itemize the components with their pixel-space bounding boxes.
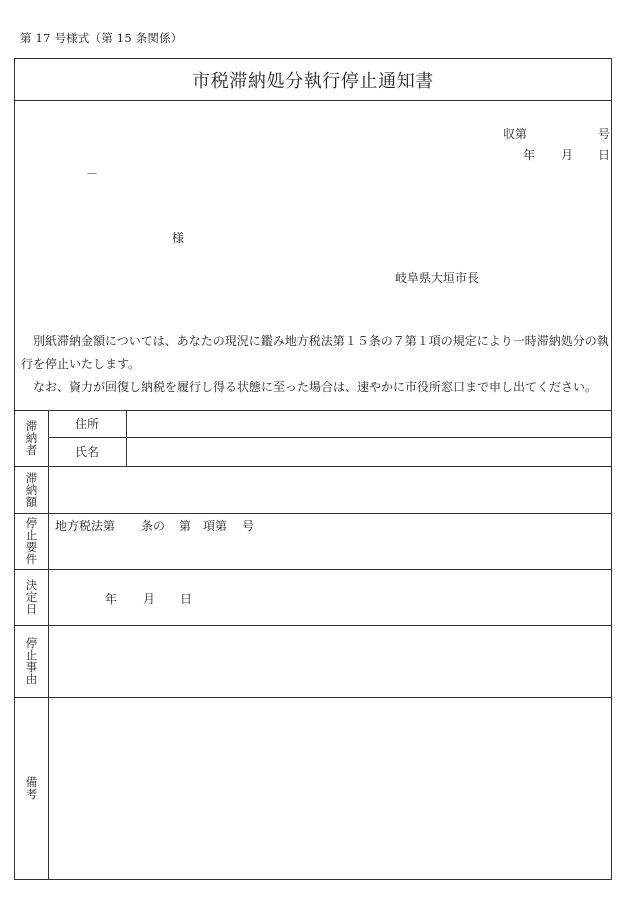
remarks-label: 備 考 (25, 775, 38, 801)
issuer-name: 岐阜県大垣市長 (395, 271, 480, 285)
amount-requirement-divider (15, 513, 611, 514)
requirement-item-label: 号 (242, 519, 255, 533)
requirement-clause-label: 項第 (203, 519, 228, 533)
receipt-number-suffix: 号 (598, 127, 611, 141)
addressee-honorific: 様 (172, 231, 185, 245)
subfield-column-divider (126, 410, 127, 466)
decision-date-label: 決 定 日 (25, 578, 38, 616)
reason-label: 停 止 事 由 (25, 636, 38, 686)
requirement-law-label: 地方税法第 (55, 519, 116, 533)
receipt-number-prefix: 収第 (503, 127, 528, 141)
label-column-divider (48, 410, 49, 879)
debtor-label: 滞 納 者 (25, 419, 38, 457)
address-label: 住所 (74, 417, 99, 431)
date-day-label: 日 (598, 148, 611, 162)
notice-body (21, 330, 613, 399)
date-month-label: 月 (561, 148, 574, 162)
document-title: 市税滞納処分執行停止通知書 (15, 59, 611, 101)
requirement-paragraph-label: 第 (179, 519, 192, 533)
notice-paragraph-2: なお、資力が回復し納税を履行し得る状態に至った場合は、速やかに市役所窓口まで申し出てください。 (33, 380, 598, 394)
decision-reason-divider (15, 625, 611, 626)
name-label: 氏名 (74, 445, 99, 459)
date-year-label: 年 (523, 148, 536, 162)
decision-day-label: 日 (180, 592, 193, 606)
postal-dash: － (86, 167, 99, 181)
reason-remarks-divider (15, 697, 611, 698)
decision-year-label: 年 (105, 592, 118, 606)
decision-month-label: 月 (143, 592, 156, 606)
notice-form (14, 58, 612, 880)
requirement-label: 停 止 要 件 (25, 516, 38, 566)
notice-paragraph-1: 別紙滞納金額については、あなたの現況に鑑み地方税法第１５条の７第１項の規定により一時滞納処分の執行を停止いたします。 (21, 334, 609, 371)
requirement-article-label: 条の (141, 519, 166, 533)
requirement-decision-divider (15, 569, 611, 570)
amount-label: 滞 納 額 (25, 470, 38, 509)
debtor-amount-divider (15, 466, 611, 467)
form-number-label: 第 17 号様式（第 15 条関係） (20, 31, 183, 45)
address-name-divider (48, 437, 611, 438)
